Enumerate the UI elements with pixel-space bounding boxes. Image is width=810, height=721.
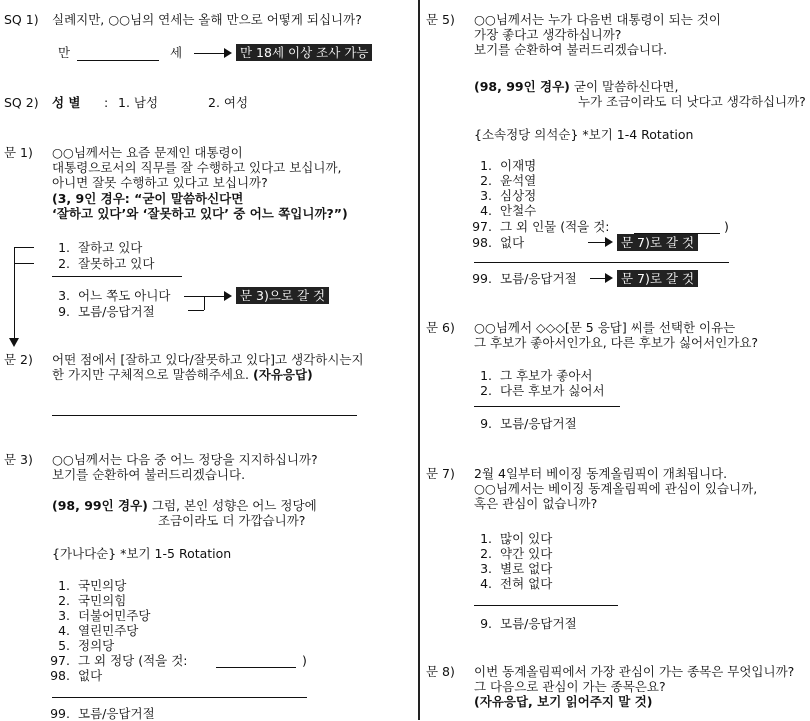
arrow-right-icon	[224, 291, 232, 301]
q3-separator	[52, 697, 307, 698]
q7-option[interactable]: 2. 약간 있다	[480, 546, 553, 561]
q1-bracket	[14, 263, 34, 264]
q7-line1: 2월 4일부터 베이징 동계올림픽이 개최됩니다.	[474, 466, 728, 481]
sq2-label: SQ 2)	[4, 95, 39, 110]
q5-skip99-note: 문 7)로 갈 것	[617, 270, 698, 287]
q7-label: 문 7)	[426, 466, 455, 481]
q5-option[interactable]: 2. 윤석열	[480, 173, 537, 188]
q1-option-9[interactable]: 9. 모름/응답거절	[58, 304, 155, 319]
q3-close-paren: )	[302, 653, 307, 668]
q5-label: 문 5)	[426, 12, 455, 27]
q3-other-blank[interactable]	[216, 667, 296, 668]
sq1-arrow-line	[194, 53, 224, 54]
q1-probe: ‘잘하고 있다’와 ‘잘못하고 있다’ 중 어느 쪽입니까?”)	[52, 206, 348, 221]
q7-option[interactable]: 3. 별로 없다	[480, 561, 553, 576]
sq1-note: 만 18세 이상 조사 가능	[236, 44, 372, 61]
q7-option[interactable]: 4. 전혀 없다	[480, 576, 553, 591]
q5-probe: (98, 99인 경우) 굳이 말씀하신다면,	[474, 79, 679, 94]
q1-line: 대통령으로서의 직무를 잘 수행하고 있다고 보십니까,	[52, 160, 342, 175]
sq1-suffix: 세	[170, 45, 183, 60]
q8-line3: (자유응답, 보기 읽어주지 말 것)	[474, 694, 653, 709]
q5-skip98-note: 문 7)로 갈 것	[617, 234, 698, 251]
arrow-right-icon	[605, 237, 613, 247]
q5-probe-line2: 누가 조금이라도 더 낫다고 생각하십니까?	[578, 94, 806, 109]
q6-line1: ○○님께서 ◇◇◇[문 5 응답] 씨를 선택한 이유는	[474, 320, 736, 335]
q1-option-1[interactable]: 1. 잘하고 있다	[58, 240, 143, 255]
q6-option-9[interactable]: 9. 모름/응답거절	[480, 416, 577, 431]
q1-bracket	[14, 247, 34, 248]
q1-flow-line	[14, 247, 15, 339]
q1-option-3[interactable]: 3. 어느 쪽도 아니다	[58, 288, 171, 303]
q7-option-9[interactable]: 9. 모름/응답거절	[480, 616, 577, 631]
q5-separator	[474, 262, 729, 263]
q1-option-2[interactable]: 2. 잘못하고 있다	[58, 256, 155, 271]
q3-option[interactable]: 3. 더불어민주당	[58, 608, 151, 623]
q3-rotation: {가나다순} *보기 1-5 Rotation	[52, 546, 232, 561]
arrow-down-icon	[9, 338, 19, 347]
q5-option[interactable]: 4. 안철수	[480, 203, 537, 218]
q5-option[interactable]: 3. 심상정	[480, 188, 537, 203]
q7-option[interactable]: 1. 많이 있다	[480, 531, 553, 546]
sq2-colon: :	[104, 95, 109, 110]
q1-label: 문 1)	[4, 145, 33, 160]
q2-line2: 한 가지만 구체적으로 말씀해주세요. (자유응답)	[52, 367, 313, 382]
q1-line: ○○님께서는 요즘 문제인 대통령이	[52, 145, 243, 160]
q7-separator	[474, 605, 618, 606]
q1-skip-bracket	[204, 296, 205, 310]
q2-label: 문 2)	[4, 352, 33, 367]
q3-probe-line2: 조금이라도 더 가깝습니까?	[158, 513, 306, 528]
q5-line1: ○○님께서는 누가 다음번 대통령이 되는 것이	[474, 12, 721, 27]
q8-label: 문 8)	[426, 664, 455, 679]
q2-answer-line[interactable]	[52, 415, 357, 416]
q3-option-none[interactable]: 98. 없다	[50, 668, 103, 683]
q1-skip-bracket	[188, 310, 204, 311]
q5-line3: 보기를 순환하여 불러드리겠습니다.	[474, 42, 668, 57]
q3-option[interactable]: 5. 정의당	[58, 638, 115, 653]
q3-line2: 보기를 순환하여 불러드리겠습니다.	[52, 467, 246, 482]
column-divider	[418, 0, 420, 720]
q6-option-2[interactable]: 2. 다른 후보가 싫어서	[480, 383, 605, 398]
q1-skip-note: 문 3)으로 갈 것	[236, 287, 329, 304]
q3-probe: (98, 99인 경우) 그럼, 본인 성향은 어느 정당에	[52, 498, 317, 513]
q5-option-none[interactable]: 98. 없다	[472, 235, 525, 250]
q2-line1: 어떤 점에서 [잘하고 있다/잘못하고 있다]고 생각하시는지	[52, 352, 364, 367]
q6-line2: 그 후보가 좋아서인가요, 다른 후보가 싫어서인가요?	[474, 335, 759, 350]
q6-option-1[interactable]: 1. 그 후보가 좋아서	[480, 368, 593, 383]
q3-label: 문 3)	[4, 452, 33, 467]
q1-probe: (3, 9인 경우: “굳이 말씀하신다면	[52, 191, 244, 206]
q3-option[interactable]: 1. 국민의당	[58, 578, 127, 593]
q6-separator	[474, 406, 620, 407]
q5-line2: 가장 좋다고 생각하십니까?	[474, 27, 622, 42]
q8-line1: 이번 동계올림픽에서 가장 관심이 가는 종목은 무엇입니까?	[474, 664, 795, 679]
q3-option[interactable]: 4. 열린민주당	[58, 623, 139, 638]
q3-option[interactable]: 2. 국민의힘	[58, 593, 127, 608]
q1-separator	[52, 276, 182, 277]
q5-skip99-line	[590, 278, 606, 279]
sq1-prefix: 만	[58, 45, 71, 60]
q3-option-dk[interactable]: 99. 모름/응답거절	[50, 706, 155, 721]
q8-line2: 그 다음으로 관심이 가는 종목은요?	[474, 679, 666, 694]
q1-line: 아니면 잘못 수행하고 있다고 보십니까?	[52, 175, 268, 190]
q6-label: 문 6)	[426, 320, 455, 335]
q5-option[interactable]: 1. 이재명	[480, 158, 537, 173]
q5-rotation: {소속정당 의석순} *보기 1-4 Rotation	[474, 127, 694, 142]
sq2-option-male[interactable]: 1. 남성	[118, 95, 159, 110]
sq2-title: 성 별	[52, 95, 81, 110]
sq1-age-blank[interactable]	[77, 60, 159, 61]
q5-skip98-line	[588, 242, 606, 243]
q5-close-paren: )	[724, 219, 729, 234]
sq1-question: 실례지만, ○○님의 연세는 올해 만으로 어떻게 되십니까?	[52, 12, 362, 27]
sq1-label: SQ 1)	[4, 12, 39, 27]
q7-line2: ○○님께서는 베이징 동계올림픽에 관심이 있습니까,	[474, 481, 758, 496]
arrow-right-icon	[224, 48, 232, 58]
q3-line1: ○○님께서는 다음 중 어느 정당을 지지하십니까?	[52, 452, 318, 467]
q5-option-other[interactable]: 97. 그 외 인물 (적을 것:	[472, 219, 610, 234]
sq2-option-female[interactable]: 2. 여성	[208, 95, 249, 110]
q7-line3: 혹은 관심이 없습니까?	[474, 496, 598, 511]
q3-option-other[interactable]: 97. 그 외 정당 (적을 것:	[50, 653, 188, 668]
arrow-right-icon	[605, 273, 613, 283]
q5-option-dk[interactable]: 99. 모름/응답거절	[472, 271, 577, 286]
